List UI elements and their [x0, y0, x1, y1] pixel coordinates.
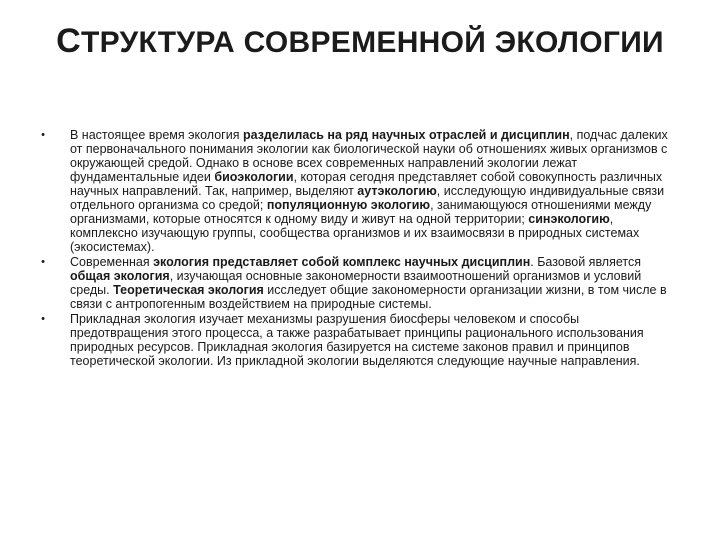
bullet-icon: • [41, 256, 45, 268]
bullet-icon: • [41, 313, 45, 325]
bullet-list [40, 128, 670, 369]
text: , изучающая основные закономерности взаимоотношений организмов и условий среды. [70, 269, 642, 297]
text: , исследующую индивидуальные связи отдельного организма со средой; [70, 184, 665, 212]
bold-text: Теоретическая экология [113, 283, 264, 297]
text: Прикладная экология изучает механизмы разрушения биосферы человеком и способы предотвращения этого процесса, а также разрабатывает принципы рационального использования природных ресурсов. Прикладная экология базируется на системе законов правил и принципов теоретической экологии. Из прикладной экологии выделяются следующие научные направления. [70, 312, 644, 368]
bullet-item-3 [40, 312, 670, 368]
text: исследует общие закономерности организации жизни, в том числе в связи с антропогенным воздействием на природные системы. [70, 283, 667, 311]
text: . Базовой является [530, 255, 642, 269]
bold-text: разделилась на ряд научных отраслей и дисциплин [242, 128, 570, 142]
bullet-item-1 [40, 128, 670, 254]
bold-text: популяционную экологию [266, 198, 431, 212]
title-first-letter: С [56, 22, 81, 60]
text: , подчас далеких от первоначального понимания экологии как биологической науки об отношениях живых организмов с окружающей средой. Однако в основе всех современных направлений экологии лежат фундаментальные идеи [70, 128, 668, 184]
text: В настоящее время экология [70, 128, 243, 142]
text: , которая сегодня представляет собой совокупность различных научных направлений. Так, например, выделяют [70, 170, 663, 198]
bullet-item-2 [40, 255, 670, 311]
bullet-icon: • [41, 129, 45, 141]
bold-text: биоэкологии [214, 170, 294, 184]
bold-text: общая экология [70, 269, 170, 283]
bold-text: аутэкологию [357, 184, 437, 198]
text: , комплексно изучающую группы, сообщества организмов и их взаимосвязи в природных системах (экосистемах). [70, 212, 640, 254]
bold-text: экология представляет собой комплекс научных дисциплин [153, 255, 531, 269]
title-rest: ТРУКТУРА СОВРЕМЕННОЙ ЭКОЛОГИИ [80, 26, 664, 59]
slide-title [0, 22, 720, 61]
text: Современная [70, 255, 154, 269]
text: , занимающуюся отношениями между организмами, которые относятся к одному виду и живут на одной территории; [70, 198, 652, 226]
bold-text: синэкологию [528, 212, 610, 226]
